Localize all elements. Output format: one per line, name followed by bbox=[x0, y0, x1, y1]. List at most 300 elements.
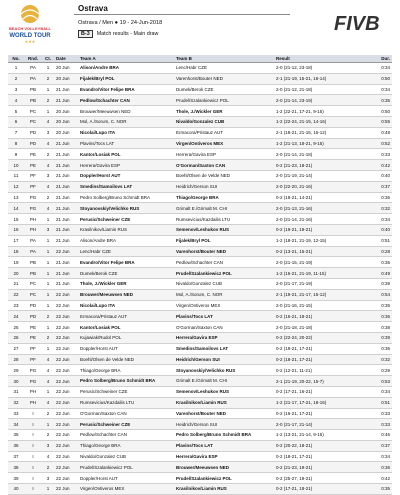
match-duration: 0:36 bbox=[372, 343, 392, 354]
match-duration: 0:34 bbox=[372, 386, 392, 397]
team-b: Dumek/Berok CZE bbox=[174, 84, 274, 95]
col-round: Rnd. bbox=[24, 55, 42, 63]
round: I bbox=[24, 451, 42, 462]
table-row bbox=[8, 224, 392, 235]
team-a: Prudel/Szalankiewicz POL bbox=[78, 462, 174, 473]
report-header bbox=[0, 0, 400, 56]
match-date: 22 Jun bbox=[54, 386, 78, 397]
court: 1 bbox=[42, 268, 54, 279]
round: PE bbox=[24, 332, 42, 343]
match-date: 21 Jun bbox=[54, 268, 78, 279]
court: 3 bbox=[42, 127, 54, 138]
court: 1 bbox=[42, 257, 54, 268]
round: PF bbox=[24, 343, 42, 354]
match-date: 21 Jun bbox=[54, 203, 78, 214]
table-row bbox=[8, 397, 392, 408]
match-number: 37 bbox=[8, 451, 24, 462]
table-row bbox=[8, 289, 392, 300]
team-b: Grimalt E./Grimalt M. CHI bbox=[174, 203, 274, 214]
match-number: 20 bbox=[8, 268, 24, 279]
table-row bbox=[8, 63, 392, 74]
court: 1 bbox=[42, 343, 54, 354]
team-a: Thole, J./Wickler GER bbox=[78, 278, 174, 289]
match-duration: 0:34 bbox=[372, 63, 392, 74]
match-result: 0-2 (20-22, 18-21) bbox=[274, 440, 372, 451]
round: PG bbox=[24, 365, 42, 376]
court: 2 bbox=[42, 73, 54, 84]
team-b: Lenc/Habr CZE bbox=[174, 63, 274, 74]
court: 4 bbox=[42, 160, 54, 171]
table-row bbox=[8, 73, 392, 84]
round: PD bbox=[24, 311, 42, 322]
match-number: 14 bbox=[8, 203, 24, 214]
round: PD bbox=[24, 138, 42, 149]
court: 2 bbox=[42, 430, 54, 441]
team-a: Nicolai/Lupo ITA bbox=[78, 127, 174, 138]
team-a: Doppler/Horst AUT bbox=[78, 343, 174, 354]
match-number: 16 bbox=[8, 224, 24, 235]
round: PC bbox=[24, 106, 42, 117]
match-date: 21 Jun bbox=[54, 181, 78, 192]
round: PB bbox=[24, 268, 42, 279]
match-date: 22 Jun bbox=[54, 289, 78, 300]
match-number: 6 bbox=[8, 116, 24, 127]
team-a: Perusic/Schweiner CZE bbox=[78, 214, 174, 225]
match-duration: 0:33 bbox=[372, 419, 392, 430]
round: PB bbox=[24, 84, 42, 95]
team-a: Evandro/Vitor Felipe BRA bbox=[78, 84, 174, 95]
court: 2 bbox=[42, 332, 54, 343]
match-number: 8 bbox=[8, 138, 24, 149]
team-a: Pedro Solberg/Bruno Schmidt BRA bbox=[78, 376, 174, 387]
match-duration: 0:35 bbox=[372, 95, 392, 106]
match-date: 22 Jun bbox=[54, 484, 78, 495]
match-result: 2-0 (21-18, 21-18) bbox=[274, 322, 372, 333]
match-duration: 0:46 bbox=[372, 430, 392, 441]
match-duration: 0:48 bbox=[372, 127, 392, 138]
match-number: 29 bbox=[8, 365, 24, 376]
team-a: Brouwer/Meeuwsen NED bbox=[78, 106, 174, 117]
table-row bbox=[8, 365, 392, 376]
match-duration: 0:42 bbox=[372, 160, 392, 171]
match-duration: 0:49 bbox=[372, 268, 392, 279]
match-number: 40 bbox=[8, 484, 24, 495]
team-b: Herrera/Gavira ESP bbox=[174, 332, 274, 343]
svg-text:BEACH VOLLEYBALL: BEACH VOLLEYBALL bbox=[9, 26, 51, 31]
match-number: 26 bbox=[8, 332, 24, 343]
table-row bbox=[8, 430, 392, 441]
court: 1 bbox=[42, 322, 54, 333]
world-tour-logo bbox=[6, 2, 54, 46]
match-number: 15 bbox=[8, 214, 24, 225]
team-b: Semenov/Leshukov RUS bbox=[174, 224, 274, 235]
table-row bbox=[8, 181, 392, 192]
court: 2 bbox=[42, 192, 54, 203]
table-row bbox=[8, 484, 392, 495]
event-subtitle: Ostrava / Men ● 19 - 24-Jun-2018 bbox=[78, 20, 163, 26]
court: 3 bbox=[42, 170, 54, 181]
round: PH bbox=[24, 214, 42, 225]
team-b: Plavins/Tocs LAT bbox=[174, 440, 274, 451]
match-duration: 0:39 bbox=[372, 332, 392, 343]
match-result: 1-2 (21-17, 17-21, 18-16) bbox=[274, 397, 372, 408]
match-result: 2-0 (22-20, 21-16) bbox=[274, 181, 372, 192]
court: 1 bbox=[42, 214, 54, 225]
court: 1 bbox=[42, 84, 54, 95]
col-team-b: Team B bbox=[174, 55, 274, 63]
match-result: 2-1 (19-21, 21-17, 15-12) bbox=[274, 289, 372, 300]
round: PE bbox=[24, 160, 42, 171]
match-duration: 0:36 bbox=[372, 192, 392, 203]
team-a: Plavins/Tocs LAT bbox=[78, 138, 174, 149]
court: 4 bbox=[42, 203, 54, 214]
match-duration: 0:33 bbox=[372, 408, 392, 419]
match-date: 22 Jun bbox=[54, 440, 78, 451]
round: PB bbox=[24, 95, 42, 106]
team-a: Kujawiak/Rudol POL bbox=[78, 332, 174, 343]
match-number: 13 bbox=[8, 192, 24, 203]
match-number: 27 bbox=[8, 343, 24, 354]
match-date: 22 Jun bbox=[54, 311, 78, 322]
svg-text:FIVB: FIVB bbox=[334, 13, 380, 35]
match-number: 3 bbox=[8, 84, 24, 95]
match-result: 1-2 (18-21, 21-19, 12-15) bbox=[274, 235, 372, 246]
team-b: Pedlow/Schachter CAN bbox=[174, 257, 274, 268]
team-a: Rumsevicius/Kazdailis LTU bbox=[78, 397, 174, 408]
match-date: 21 Jun bbox=[54, 278, 78, 289]
match-date: 21 Jun bbox=[54, 257, 78, 268]
match-duration: 0:37 bbox=[372, 181, 392, 192]
match-result: 0-2 (12-21, 11-21) bbox=[274, 365, 372, 376]
team-b: Prudel/Szalankiewicz POL bbox=[174, 268, 274, 279]
team-b: O'Gorman/Saxton CAN bbox=[174, 322, 274, 333]
page-title: Ostrava bbox=[78, 4, 108, 13]
table-row bbox=[8, 246, 392, 257]
team-a: Doppler/Horst AUT bbox=[78, 170, 174, 181]
match-duration: 0:32 bbox=[372, 354, 392, 365]
team-b: Herrera/Gavira ESP bbox=[174, 149, 274, 160]
match-date: 21 Jun bbox=[54, 170, 78, 181]
table-row bbox=[8, 106, 392, 117]
match-result: 0-2 (13-21, 15-21) bbox=[274, 246, 372, 257]
match-duration: 0:55 bbox=[372, 116, 392, 127]
match-duration: 0:54 bbox=[372, 289, 392, 300]
table-row bbox=[8, 214, 392, 225]
table-row bbox=[8, 408, 392, 419]
match-duration: 0:36 bbox=[372, 257, 392, 268]
match-date: 21 Jun bbox=[54, 224, 78, 235]
match-number: 1 bbox=[8, 63, 24, 74]
match-result: 0-2 (17-21, 16-21) bbox=[274, 386, 372, 397]
table-row bbox=[8, 311, 392, 322]
match-date: 21 Jun bbox=[54, 84, 78, 95]
team-b: Heidrich/Gerson SUI bbox=[174, 181, 274, 192]
match-duration: 0:35 bbox=[372, 300, 392, 311]
round: PA bbox=[24, 73, 42, 84]
table-row bbox=[8, 440, 392, 451]
team-b: Varenhorst/Bouter NED bbox=[174, 408, 274, 419]
round: I bbox=[24, 440, 42, 451]
match-date: 22 Jun bbox=[54, 300, 78, 311]
match-date: 20 Jun bbox=[54, 127, 78, 138]
court: 4 bbox=[42, 376, 54, 387]
table-row bbox=[8, 160, 392, 171]
court: 4 bbox=[42, 397, 54, 408]
match-duration: 0:34 bbox=[372, 214, 392, 225]
team-a: Herrera/Gavira ESP bbox=[78, 160, 174, 171]
match-number: 2 bbox=[8, 73, 24, 84]
team-a: Nicolai/Lupo ITA bbox=[78, 300, 174, 311]
team-b: Heidrich/Gerson SUI bbox=[174, 354, 274, 365]
table-row bbox=[8, 203, 392, 214]
court: 2 bbox=[42, 408, 54, 419]
table-row bbox=[8, 84, 392, 95]
team-b: Varenhorst/Bouter NED bbox=[174, 246, 274, 257]
match-duration: 0:36 bbox=[372, 311, 392, 322]
team-a: Pedro Solberg/Bruno Schmidt BRA bbox=[78, 192, 174, 203]
match-date: 22 Jun bbox=[54, 354, 78, 365]
match-result: 2-0 (21-15, 21-19) bbox=[274, 257, 372, 268]
team-a: Pedlow/Schachter CAN bbox=[78, 95, 174, 106]
match-date: 22 Jun bbox=[54, 376, 78, 387]
match-duration: 0:53 bbox=[372, 376, 392, 387]
match-date: 22 Jun bbox=[54, 473, 78, 484]
match-duration: 0:37 bbox=[372, 440, 392, 451]
team-b: Pedro Solberg/Bruno Schmidt BRA bbox=[174, 430, 274, 441]
match-result: 2-0 (21-14, 21-16) bbox=[274, 214, 372, 225]
team-b: Heidrich/Gerson SUI bbox=[174, 419, 274, 430]
team-b: Smedins/Samoilovs LAT bbox=[174, 343, 274, 354]
match-date: 21 Jun bbox=[54, 192, 78, 203]
table-row bbox=[8, 386, 392, 397]
team-a: Virgen/Ontiveros MEX bbox=[78, 484, 174, 495]
match-date: 20 Jun bbox=[54, 106, 78, 117]
table-row bbox=[8, 127, 392, 138]
team-b: Virgen/Ontiveros MEX bbox=[174, 300, 274, 311]
team-b: Thole, J./Wickler GER bbox=[174, 106, 274, 117]
court: 3 bbox=[42, 473, 54, 484]
team-b: Stoyanovskiy/Velichko RUS bbox=[174, 365, 274, 376]
match-duration: 0:34 bbox=[372, 451, 392, 462]
report-code: B-3 bbox=[78, 30, 93, 38]
team-b: Boehl/Olsen de Velde NED bbox=[174, 170, 274, 181]
match-number: 12 bbox=[8, 181, 24, 192]
title-divider bbox=[74, 14, 290, 15]
match-result: 2-0 (21-19, 21-14) bbox=[274, 170, 372, 181]
round: I bbox=[24, 473, 42, 484]
team-a: Evandro/Vitor Felipe BRA bbox=[78, 257, 174, 268]
court: 1 bbox=[42, 386, 54, 397]
match-number: 36 bbox=[8, 440, 24, 451]
match-duration: 0:38 bbox=[372, 322, 392, 333]
round: PC bbox=[24, 278, 42, 289]
match-number: 24 bbox=[8, 311, 24, 322]
match-result: 2-0 (21-17, 21-19) bbox=[274, 278, 372, 289]
match-number: 5 bbox=[8, 106, 24, 117]
team-b: Virgen/Ontiveros MEX bbox=[174, 138, 274, 149]
match-number: 23 bbox=[8, 300, 24, 311]
round: PG bbox=[24, 192, 42, 203]
round: PC bbox=[24, 116, 42, 127]
court: 4 bbox=[42, 138, 54, 149]
match-result: 2-1 (21-19, 15-21, 16-14) bbox=[274, 73, 372, 84]
court: 1 bbox=[42, 484, 54, 495]
court: 3 bbox=[42, 224, 54, 235]
team-b: Mol, A./Sorum, C. NOR bbox=[174, 289, 274, 300]
team-a: Pedlow/Schachter CAN bbox=[78, 430, 174, 441]
match-result: 0-2 (21-23, 19-21) bbox=[274, 462, 372, 473]
match-result: 2-0 (21-12, 21-18) bbox=[274, 84, 372, 95]
table-row bbox=[8, 116, 392, 127]
match-number: 35 bbox=[8, 430, 24, 441]
match-result: 1-2 (16-21, 21-19, 11-15) bbox=[274, 268, 372, 279]
fivb-logo bbox=[332, 8, 390, 36]
round: PH bbox=[24, 386, 42, 397]
match-duration: 0:29 bbox=[372, 365, 392, 376]
match-number: 25 bbox=[8, 322, 24, 333]
match-result: 0-2 (21-23, 18-21) bbox=[274, 160, 372, 171]
court: 4 bbox=[42, 365, 54, 376]
team-a: Smedins/Samoilovs LAT bbox=[78, 181, 174, 192]
match-number: 39 bbox=[8, 473, 24, 484]
team-a: Thiago/George BRA bbox=[78, 440, 174, 451]
match-date: 22 Jun bbox=[54, 246, 78, 257]
match-number: 21 bbox=[8, 278, 24, 289]
team-b: O'Gorman/Saxton CAN bbox=[174, 160, 274, 171]
match-result: 0-2 (25-27, 19-21) bbox=[274, 473, 372, 484]
team-a: Lenc/Habr CZE bbox=[78, 246, 174, 257]
match-result: 2-1 (18-21, 21-15, 15-12) bbox=[274, 127, 372, 138]
match-result: 0-2 (18-21, 17-21) bbox=[274, 354, 372, 365]
round: PG bbox=[24, 376, 42, 387]
table-row bbox=[8, 322, 392, 333]
match-duration: 0:50 bbox=[372, 106, 392, 117]
match-result: 0-2 (18-21, 14-21) bbox=[274, 192, 372, 203]
report-name: Match results - Main draw bbox=[96, 31, 159, 37]
round: PD bbox=[24, 127, 42, 138]
court: 2 bbox=[42, 95, 54, 106]
match-date: 22 Jun bbox=[54, 462, 78, 473]
match-date: 22 Jun bbox=[54, 322, 78, 333]
match-number: 30 bbox=[8, 376, 24, 387]
match-result: 0-2 (16-21, 18-21) bbox=[274, 311, 372, 322]
team-b: Fijalek/Bryl POL bbox=[174, 235, 274, 246]
table-row bbox=[8, 268, 392, 279]
match-result: 1-2 (13-21, 21-14, 9-15) bbox=[274, 430, 372, 441]
table-row bbox=[8, 343, 392, 354]
table-row bbox=[8, 257, 392, 268]
team-b: Rumsevicius/Kazdailis LTU bbox=[174, 214, 274, 225]
match-number: 31 bbox=[8, 386, 24, 397]
court: 1 bbox=[42, 246, 54, 257]
team-b: Grimalt E./Grimalt M. CHI bbox=[174, 376, 274, 387]
col-duration: Dur. bbox=[372, 55, 392, 63]
match-date: 21 Jun bbox=[54, 160, 78, 171]
team-a: Krasilnikov/Liamin RUS bbox=[78, 224, 174, 235]
match-result: 2-0 (21-16, 21-15) bbox=[274, 300, 372, 311]
round: PG bbox=[24, 203, 42, 214]
match-duration: 0:52 bbox=[372, 138, 392, 149]
match-duration: 0:35 bbox=[372, 484, 392, 495]
match-number: 9 bbox=[8, 149, 24, 160]
court: 1 bbox=[42, 278, 54, 289]
court: 2 bbox=[42, 149, 54, 160]
svg-text:★★★: ★★★ bbox=[24, 39, 36, 44]
team-a: Kantor/Losiak POL bbox=[78, 322, 174, 333]
court: 4 bbox=[42, 181, 54, 192]
team-b: Prudel/Szalankiewicz POL bbox=[174, 473, 274, 484]
col-date: Date bbox=[54, 55, 78, 63]
table-row bbox=[8, 419, 392, 430]
match-date: 20 Jun bbox=[54, 73, 78, 84]
team-b: Krasilnikov/Liamin RUS bbox=[174, 484, 274, 495]
team-a: Alison/Andre BRA bbox=[78, 63, 174, 74]
court: 1 bbox=[42, 300, 54, 311]
match-number: 33 bbox=[8, 408, 24, 419]
team-a: O'Gorman/Saxton CAN bbox=[78, 408, 174, 419]
match-result: 0-2 (22-24, 20-22) bbox=[274, 332, 372, 343]
team-a: Fijalek/Bryl POL bbox=[78, 73, 174, 84]
table-row bbox=[8, 451, 392, 462]
table-row bbox=[8, 95, 392, 106]
match-duration: 0:51 bbox=[372, 397, 392, 408]
court: 1 bbox=[42, 106, 54, 117]
court: 1 bbox=[42, 289, 54, 300]
match-number: 34 bbox=[8, 419, 24, 430]
team-a: Perusic/Schweiner CZE bbox=[78, 386, 174, 397]
round: PA bbox=[24, 235, 42, 246]
court: 1 bbox=[42, 63, 54, 74]
team-b: Krasilnikov/Liamin RUS bbox=[174, 397, 274, 408]
match-result: 2-0 (21-13, 21-16) bbox=[274, 203, 372, 214]
team-b: Thiago/George BRA bbox=[174, 192, 274, 203]
round: PE bbox=[24, 322, 42, 333]
match-number: 17 bbox=[8, 235, 24, 246]
match-duration: 0:40 bbox=[372, 224, 392, 235]
table-row bbox=[8, 473, 392, 484]
table-header-row bbox=[8, 55, 392, 63]
court: 4 bbox=[42, 354, 54, 365]
match-date: 22 Jun bbox=[54, 332, 78, 343]
court: 3 bbox=[42, 440, 54, 451]
round: PD bbox=[24, 300, 42, 311]
col-court: Ct. bbox=[42, 55, 54, 63]
match-date: 22 Jun bbox=[54, 419, 78, 430]
team-a: Perusic/Schweiner CZE bbox=[78, 419, 174, 430]
match-result: 2-1 (21-19, 20-22, 15-7) bbox=[274, 376, 372, 387]
match-date: 21 Jun bbox=[54, 214, 78, 225]
court: 1 bbox=[42, 235, 54, 246]
team-b: Nivaldo/Gonzalez CUB bbox=[174, 278, 274, 289]
table-row bbox=[8, 149, 392, 160]
match-date: 22 Jun bbox=[54, 365, 78, 376]
team-b: Herrera/Gavira ESP bbox=[174, 451, 274, 462]
table-row bbox=[8, 192, 392, 203]
match-duration: 0:34 bbox=[372, 84, 392, 95]
match-number: 10 bbox=[8, 160, 24, 171]
match-result: 2-0 (21-17, 21-14) bbox=[274, 419, 372, 430]
round: PA bbox=[24, 63, 42, 74]
match-date: 22 Jun bbox=[54, 343, 78, 354]
team-a: Mol, A./Sorum, C. NOR bbox=[78, 116, 174, 127]
table-row bbox=[8, 462, 392, 473]
table-row bbox=[8, 354, 392, 365]
match-result: 0-2 (18-21, 17-21) bbox=[274, 451, 372, 462]
court: 2 bbox=[42, 462, 54, 473]
match-result: 0-2 (19-21, 19-21) bbox=[274, 224, 372, 235]
team-b: Ermacora/Pristauz AUT bbox=[174, 127, 274, 138]
match-result: 2-0 (21-14, 21-18) bbox=[274, 149, 372, 160]
